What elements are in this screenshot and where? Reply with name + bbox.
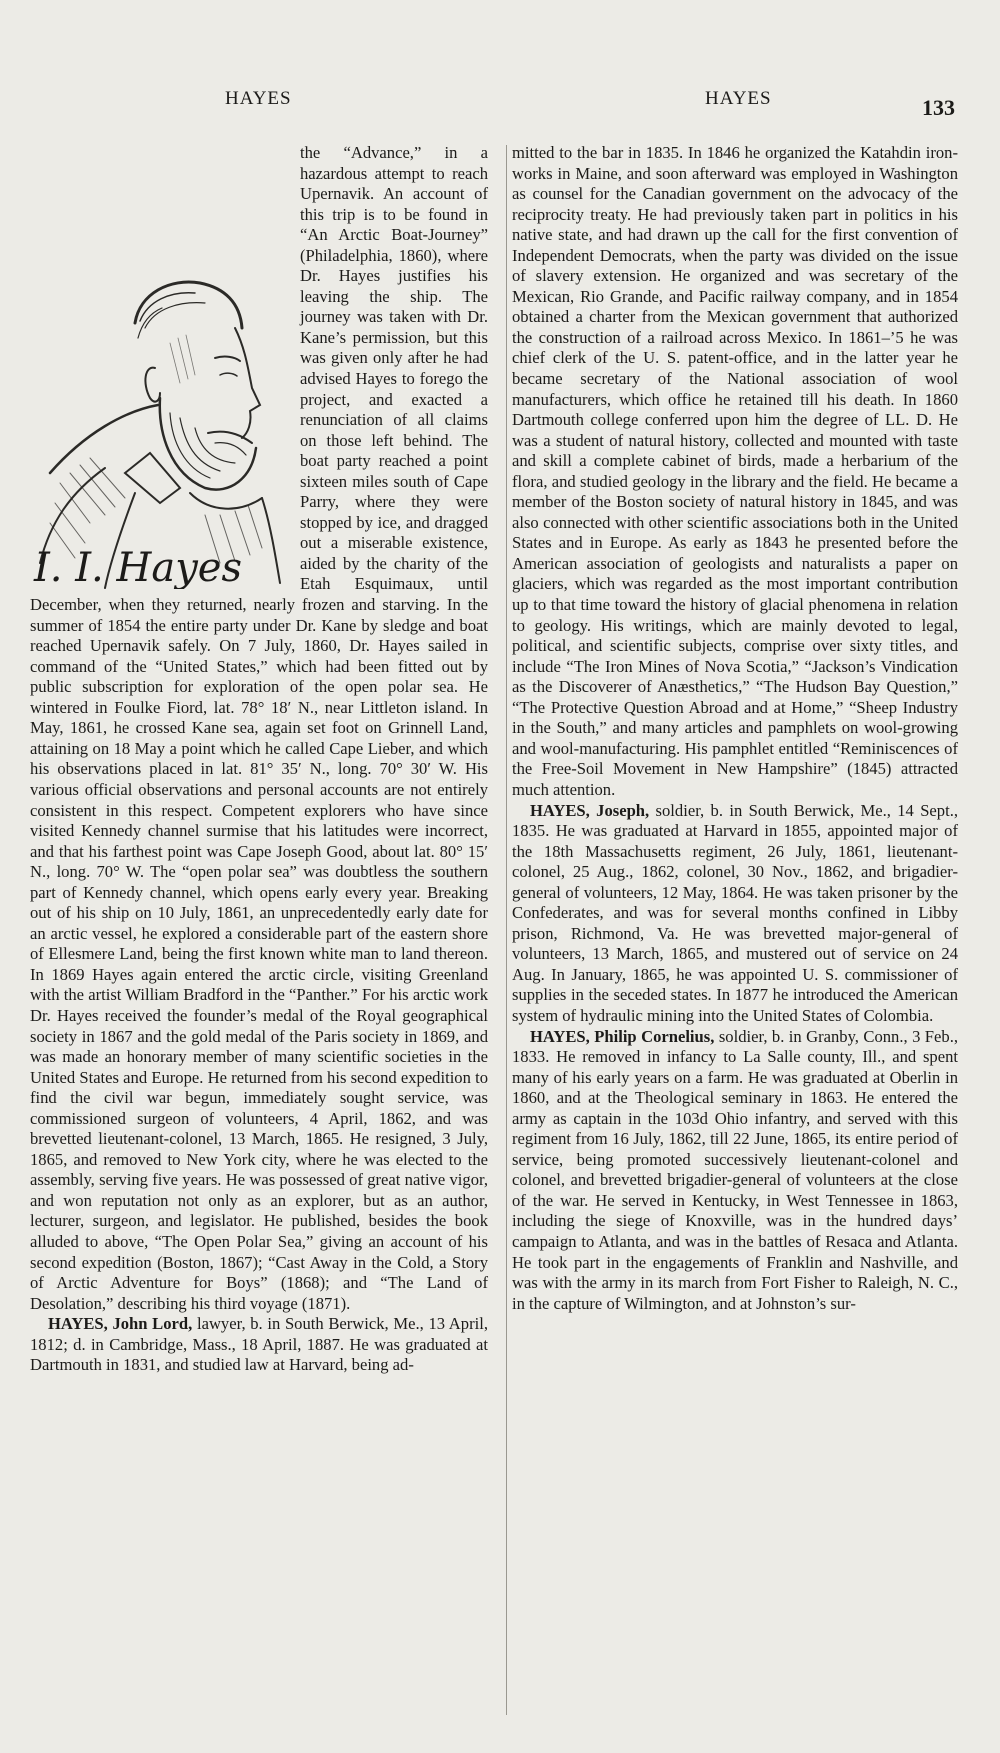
- left-column: [30, 143, 488, 1376]
- entry-body: lawyer, b. in South Berwick, Me., 13 April, 1812; d. in Cambridge, Mass., 18 April, 1887. He was graduated at Dartmouth in 1831, and studied law at Harvard, being ad-: [30, 1314, 488, 1375]
- entry-headword: HAYES, John Lord,: [48, 1314, 193, 1334]
- entry-john-lord-hayes-continued: mitted to the bar in 1835. In 1846 he organized the Katahdin iron-works in Maine, and soon afterward was employed in Washington as counsel for the Canadian government on the advocacy of the reciprocity treaty. He had previously taken part in politics in his native state, and had drawn up the call for the first convention of Independent Democrats, when the party was divided on the issue of slavery extension. He organized and was secretary of the Mexican, Rio Grande, and Pacific railway company, and in 1854 obtained a charter from the Mexican government that authorized the construction of a railroad across Mexico. In 1861–’5 he was chief clerk of the U. S. patent-office, and in the latter year he became secretary of the National association of wool manufacturers, which office he retained till his death. In 1860 Dartmouth college conferred upon him the degree of LL. D. He was a student of natural history, collected and mounted with taste and skill a complete cabinet of birds, made a herbarium of the flora, and studied geology in the library and the field. He became a member of the Boston society of natural history in 1845, and was also connected with other scientific associations both in the United States and in Europe. As early as 1843 he presented before the American association of geologists and naturalists a paper on glaciers, which was regarded as the most important contribution up to that time toward the history of glacial phenomena in relation to geology. His writings, which are mainly devoted to legal, political, and scientific subjects, comprise over sixty titles, and include “The Iron Mines of Nova Scotia,” “Jackson’s Vindication as the Discoverer of Anæsthetics,” “The Hudson Bay Question,” “The Protective Question Abroad and at Home,” “Sheep Industry in the South,” and many articles and pamphlets on wool-growing and wool-manufacturing. His pamphlet entitled “Reminiscences of the Free-Soil Movement in New Hampshire” (1845) attracted much attention.: [512, 143, 958, 799]
- portrait-illustration: [30, 143, 292, 589]
- right-column: [512, 143, 958, 1314]
- entry-joseph-hayes: [512, 801, 958, 1027]
- entry-isaac-hayes-continued: the “Advance,” in a hazardous attempt to reach Upernavik. An account of this trip is to be found in “An Arctic Boat-Journey” (Philadelphia, 1860), where Dr. Hayes justifies his leaving the ship. The journey was taken with Dr. Kane’s permission, but this was given only after he had advised Hayes to forego the project, and exacted a renunciation of all claims on those left behind. The boat party reached a point sixteen miles south of Cape Parry, where they were stopped by ice, and dragged out a miserable existence, aided by the charity of the Etah Esquimaux, until December, when they returned, nearly frozen and starving. In the summer of 1854 the entire party under Dr. Kane by sledge and boat reached Upernavik safely. On 7 July, 1860, Dr. Hayes sailed in command of the “United States,” which had been fitted out by public subscription for exploration of the open polar sea. He wintered in Foulke Fiord, lat. 78° 18′ N., near Littleton island. In May, 1861, he crossed Kane sea, again set foot on Grinnell Land, attaining on 18 May a point which he called Cape Lieber, and which his observations placed in lat. 81° 35′ N., long. 70° 30′ W. His various official observations and personal accounts are not entirely consistent in this respect. Competent explorers who have since visited Kennedy channel surmise that his latitudes were incorrect, and that his farthest point was Cape Joseph Good, about lat. 80° 15′ N., long. 70° W. The “open polar sea” was doubtless the southern part of Kennedy channel, which opens early every year. Breaking out of his ship on 10 July, 1861, an unprecedentedly early date for an arctic vessel, he explored a considerable part of the eastern shore of Ellesmere Land, being the first known white man to land thereon. In 1869 Hayes again entered the arctic circle, visiting Greenland with the artist William Bradford in the “Panther.” For his arctic work Dr. Hayes received the founder’s medal of the Royal geographical society in 1867 and the gold medal of the Paris society in 1869, and was made an honorary member of many scientific societies in the United States and Europe. He returned from his second expedition to find the civil war begun, immediately sought service, was commissioned surgeon of volunteers, 4 April, 1862, and was brevetted lieutenant-colonel, 13 March, 1865. He resigned, 3 July, 1865, and removed to New York city, where he was elected to the assembly, serving five years. He was possessed of great native vigor, and won reputation not only as an explorer, but as an author, lecturer, surgeon, and legislator. He published, besides the book alluded to above, “The Open Polar Sea,” giving an account of his second expedition (Boston, 1867); “Cast Away in the Cold, a Story of Arctic Adventure for Boys” (1868); and “The Land of Desolation,” describing his third voyage (1871).: [30, 143, 488, 1313]
- column-divider: [506, 145, 507, 1715]
- portrait-engraving: [30, 143, 292, 589]
- entry-philip-cornelius-hayes: [512, 1027, 958, 1315]
- signature: I. I. Hayes: [34, 545, 242, 589]
- running-head-left: HAYES: [225, 88, 292, 109]
- entry-body: soldier, b. in Granby, Conn., 3 Feb., 1833. He removed in infancy to La Salle county, Ill., and spent many of his early years on a farm. He was graduated at Oberlin in 1860, and at the Theological seminary in 1863. He entered the army as captain in the 103d Ohio infantry, and served with this regiment from 16 July, 1862, till 22 June, 1865, its entire period of service, being promoted successively lieutenant-colonel and colonel, and brevetted brigadier-general of volunteers at the close of the war. He served in Kentucky, in West Tennessee in 1863, including the siege of Knoxville, was in the hundred days’ campaign to Atlanta, and was in the battles of Resaca and Atlanta. He took part in the engagements of Franklin and Nashville, and was with the army in its march from Fort Fisher to Raleigh, N. C., in the capture of Wilmington, and at Johnston’s sur-: [512, 1026, 958, 1313]
- running-head-right: HAYES: [705, 88, 772, 109]
- entry-headword: HAYES, Philip Cornelius,: [530, 1026, 715, 1046]
- entry-body: soldier, b. in South Berwick, Me., 14 Sept., 1835. He was graduated at Harvard in 1855, appointed major of the 18th Massachusetts regiment, 26 July, 1861, lieutenant-colonel, 25 Aug., 1862, colonel, 30 Nov., 1862, and brigadier-general of volunteers, 12 May, 1864. He was taken prisoner by the Confederates, and was for several months confined in Libby prison, Richmond, Va. He was brevetted major-general of volunteers, 13 March, 1865, and mustered out of service on 24 Aug. In January, 1865, he was appointed U. S. commissioner of supplies in the seceded states. In 1877 he introduced the American system of hydraulic mining into the United States of Colombia.: [512, 800, 958, 1025]
- entry-headword: HAYES, Joseph,: [530, 800, 650, 820]
- page-number: 133: [922, 95, 955, 120]
- entry-john-lord-hayes: [30, 1314, 488, 1376]
